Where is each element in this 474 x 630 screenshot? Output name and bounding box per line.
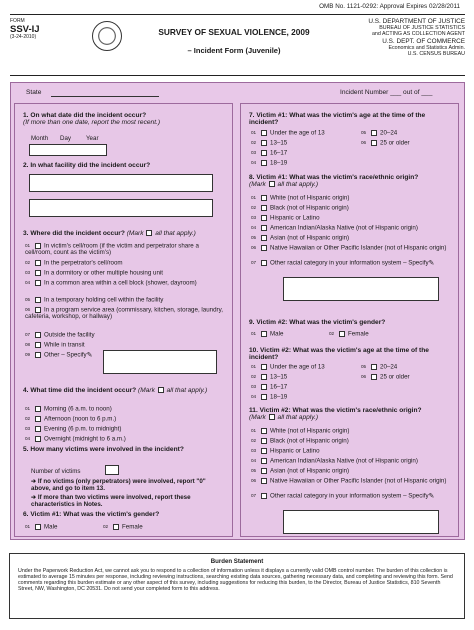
question-hint-end: all that apply.) [166,387,208,394]
checkbox[interactable] [35,280,41,286]
question-9: 9. Victim #2: What was the victim's gender? [249,319,386,326]
checkbox[interactable] [35,260,41,266]
option-q10-03[interactable]: 03 16–17 [251,383,288,391]
checkbox[interactable] [339,331,345,337]
checkbox[interactable] [261,478,267,484]
checkbox[interactable] [261,448,267,454]
checkbox[interactable] [113,524,119,530]
agency-block [343,18,465,57]
x-mark-icon [146,230,152,236]
option-q9-02[interactable]: 02 Female [329,330,369,338]
option-q11-01[interactable]: 01 White (not of Hispanic origin) [251,427,350,435]
burden-statement [9,553,465,619]
option-q8-02[interactable]: 02 Black (not of Hispanic origin) [251,204,349,212]
question-3 [23,230,225,237]
question-label: 3. Where did the incident occur? [23,230,125,237]
question-5: 5. How many victims were involved in the incident? [23,446,184,453]
burden-text: Under the Paperwork Reduction Act, we cannot ask you to respond to a collection of information unless it displays a currently valid OMB control number. The burden of this collection is estimated to average 15 minutes per response, including reviewing instructions, searching existing data sources, gathering necessary data, and completing and reviewing this form. Send comments regarding this burden estimate or any other aspect of this survey, including suggestions for reducing this burden, to the Director, Bureau of Justice Statistics, 810 Seventh Street, NW, Washington, DC 20531. Do not send your completed form to this address. [18,568,453,593]
question-hint-end: all that apply.) [277,181,319,189]
victim-count-input[interactable] [105,465,119,475]
option-q3-02[interactable]: 02 In the perpetrator's cell/room [25,259,123,267]
victim-count-label: Number of victims [31,468,81,475]
question-2: 2. In what facility did the incident occur? [23,162,151,169]
checkbox[interactable] [261,245,267,251]
checkbox[interactable] [261,458,267,464]
note-text: If more than two victims were involved, report these characteristics in Notes. [31,494,191,508]
option-q11-05[interactable]: 05 Asian (not of Hispanic origin) [251,467,350,475]
survey-subtitle: – Incident Form (Juvenile) [187,46,281,55]
omb-number: OMB No. 1121-0292: Approval Expires 02/28/2011 [319,3,460,10]
option-q3-08[interactable]: 08 While in transit [25,341,85,349]
option-q7-04[interactable]: 04 18–19 [251,159,288,167]
state-label: State [26,89,42,96]
q5-note-2: ➔ If more than two victims were involved, report these characteristics in Notes. [31,494,191,508]
checkbox[interactable] [261,468,267,474]
option-q4-01[interactable]: 01 Morning (6 a.m. to noon) [25,405,112,413]
month-label: Month [31,135,49,142]
pencil-icon: ✎ [428,260,435,267]
checkbox[interactable] [35,426,41,432]
note-text: If no victims (only perpetrators) were involved, report "0" above, and go to item 13. [31,478,206,492]
checkbox[interactable] [261,160,267,166]
option-q10-06[interactable]: 06 25 or older [361,373,410,381]
question-7: 7. Victim #1: What was the victim's age at the time of the incident? [249,112,426,127]
option-q6-02[interactable]: 02 Female [103,523,143,531]
form-id [10,19,40,40]
state-line[interactable] [51,96,159,97]
agency-line: U.S. DEPARTMENT OF JUSTICE [368,18,465,25]
form-header [10,14,465,76]
option-q7-06[interactable]: 06 25 or older [361,139,410,147]
checkbox[interactable] [261,374,267,380]
option-q11-06[interactable]: 06 Native Hawaiian or Other Pacific Islander (not of Hispanic origin) [251,477,447,485]
q8-other-input[interactable] [283,277,439,301]
department-seal-icon [92,21,122,51]
checkbox[interactable] [35,243,41,249]
option-q8-05[interactable]: 05 Asian (not of Hispanic origin) [251,234,350,242]
x-mark-icon [269,414,275,420]
option-q3-03[interactable]: 03 In a dormitory or other multiple housing unit [25,269,163,277]
option-q6-01[interactable]: 01 Male [25,523,58,531]
checkbox[interactable] [35,524,41,530]
checkbox[interactable] [35,332,41,338]
checkbox[interactable] [35,352,41,358]
question-11 [249,407,451,421]
option-q10-05[interactable]: 05 20–24 [361,363,398,371]
checkbox[interactable] [371,374,377,380]
checkbox[interactable] [261,150,267,156]
state-row [21,88,454,100]
date-input[interactable] [29,144,107,156]
question-hint: (Mark [249,414,266,422]
checkbox[interactable] [35,297,41,303]
question-hint: (If more than one date, report the most recent.) [23,119,161,127]
checkbox[interactable] [261,331,267,337]
question-label: 11. Victim #2: What was the victim's race/ethnic origin? [249,407,422,414]
burden-title: Burden Statement [210,558,264,565]
option-q8-06[interactable]: 06 Native Hawaiian or Other Pacific Islander (not of Hispanic origin) [251,244,447,252]
checkbox[interactable] [371,364,377,370]
option-q8-03[interactable]: 03 Hispanic or Latino [251,214,320,222]
agency-line: BUREAU OF JUSTICE STATISTICS [379,25,465,32]
question-label: 1. On what date did the incident occur? [23,112,147,119]
question-hint-end: all that apply.) [155,230,196,237]
checkbox[interactable] [35,416,41,422]
pencil-icon: ✎ [86,352,93,359]
option-q10-04[interactable]: 04 18–19 [251,393,288,401]
year-label: Year [86,135,99,142]
day-label: Day [60,135,72,142]
pencil-icon: ✎ [428,493,435,500]
option-q9-01[interactable]: 01 Male [251,330,284,338]
x-mark-icon [269,181,275,187]
checkbox[interactable] [261,140,267,146]
checkbox[interactable] [261,493,267,499]
option-q10-02[interactable]: 02 13–15 [251,373,288,381]
checkbox[interactable] [35,342,41,348]
question-hint-end: all that apply.) [277,414,319,422]
form-code: SSV-IJ [10,23,40,35]
question-hint: (Mark [138,387,155,394]
agency-line: Economics and Statistics Admin. [388,44,465,51]
question-1 [23,112,225,126]
q5-note-1: ➔ If no victims (only perpetrators) were involved, report "0" above, and go to item 13. [31,478,206,492]
option-q7-03[interactable]: 03 16–17 [251,149,288,157]
checkbox[interactable] [261,384,267,390]
checkbox[interactable] [35,307,41,313]
form-date: (3-24-2010) [10,33,37,40]
checkbox[interactable] [261,428,267,434]
agency-line: U.S. DEPT. OF COMMERCE [382,37,465,45]
incident-number-label: Incident Number ___ out of ___ [340,89,433,96]
checkbox[interactable] [261,195,267,201]
question-label: 4. What time did the incident occur? [23,387,137,394]
checkbox[interactable] [261,438,267,444]
facility-name-input[interactable] [29,174,213,192]
checkbox[interactable] [261,205,267,211]
option-q8-04[interactable]: 04 American Indian/Alaska Native (not of Hispanic origin) [251,224,418,232]
option-q10-01[interactable]: 01 Under the age of 13 [251,363,325,371]
option-q3-09[interactable]: 09 Other – Specify ✎ [25,351,93,359]
form-body [10,82,465,540]
checkbox[interactable] [35,270,41,276]
agency-line: U.S. CENSUS BUREAU [407,50,465,57]
question-hint: (Mark [249,181,266,189]
option-q7-02[interactable]: 02 13–15 [251,139,288,147]
right-column [240,103,459,537]
checkbox[interactable] [261,364,267,370]
option-q3-01[interactable]: 01 In victim's cell/room (if the victim and perpetrator share a cell/room, count as the victim's) [25,242,199,257]
option-q11-04[interactable]: 04 American Indian/Alaska Native (not of Hispanic origin) [251,457,418,465]
checkbox[interactable] [371,140,377,146]
option-q8-07[interactable]: 07 Other racial category in your information system – Specify ✎ [251,259,435,267]
question-4 [23,387,225,394]
option-q7-05[interactable]: 05 20–24 [361,129,398,137]
checkbox[interactable] [261,260,267,266]
agency-line: and ACTING AS COLLECTION AGENT [371,31,465,38]
checkbox[interactable] [35,406,41,412]
option-q3-07[interactable]: 07 Outside the facility [25,331,95,339]
left-column [14,103,233,537]
checkbox[interactable] [261,394,267,400]
checkbox[interactable] [371,130,377,136]
checkbox[interactable] [261,225,267,231]
question-label: 8. Victim #1: What was the victim's race/ethnic origin? [249,174,419,181]
checkbox[interactable] [261,215,267,221]
option-q4-03[interactable]: 03 Evening (6 p.m. to midnight) [25,425,122,433]
question-10: 10. Victim #2: What was the victim's age at the time of the incident? [249,347,429,362]
option-q11-02[interactable]: 02 Black (not of Hispanic origin) [251,437,349,445]
option-q3-04[interactable]: 04 In a common area within a cell block (shower, dayroom) [25,279,197,287]
option-q3-05[interactable]: 05 In a temporary holding cell within the facility [25,296,164,304]
option-q11-07[interactable]: 07 Other racial category in your information system – Specify ✎ [251,492,435,500]
city-place-input[interactable] [29,199,213,217]
checkbox[interactable] [261,130,267,136]
option-q8-01[interactable]: 01 White (not of Hispanic origin) [251,194,350,202]
option-q11-03[interactable]: 03 Hispanic or Latino [251,447,320,455]
checkbox[interactable] [35,436,41,442]
question-hint: (Mark [126,230,144,237]
q11-other-input[interactable] [283,510,439,534]
form-prefix: FORM [10,18,25,24]
question-6: 6. Victim #1: What was the victim's gender? [23,511,160,518]
x-mark-icon [158,387,164,393]
q3-other-input[interactable] [103,350,217,374]
survey-title: SURVEY OF SEXUAL VIOLENCE, 2009 [158,27,310,37]
question-8 [249,174,451,188]
option-q3-06[interactable]: 06 In a program service area (commissary, kitchen, storage, laundry, cafeteria, workshop, or hallway) [25,306,223,321]
option-q7-01[interactable]: 01 Under the age of 13 [251,129,325,137]
option-q4-02[interactable]: 02 Afternoon (noon to 6 p.m.) [25,415,117,423]
option-q4-04[interactable]: 04 Overnight (midnight to 6 a.m.) [25,435,126,443]
checkbox[interactable] [261,235,267,241]
